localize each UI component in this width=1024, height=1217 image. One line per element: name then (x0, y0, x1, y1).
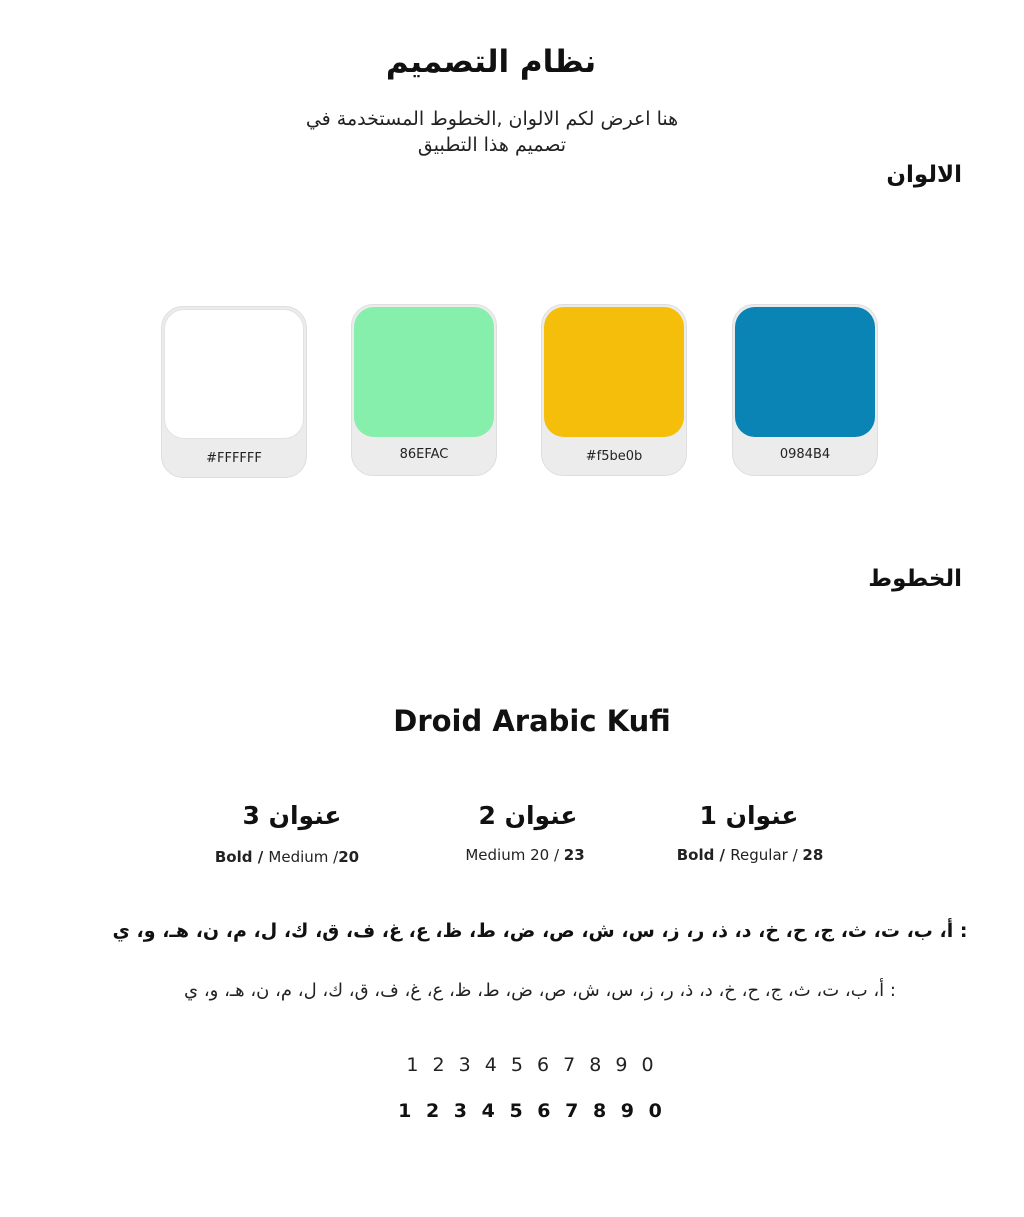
subtitle-line-1: هنا اعرض لكم الالوان ,الخطوط المستخدمة في (305, 108, 679, 130)
swatch-chip (735, 307, 875, 437)
colors-heading: الالوان (886, 162, 962, 188)
swatch-chip (164, 309, 304, 439)
spec-size: 20 (338, 848, 360, 866)
swatch-green (351, 304, 497, 476)
swatch-chip (544, 307, 684, 437)
alphabet-regular: : أ، ب، ت، ث، ج، ح، خ، د، ذ، ر، ز، س، ش، ص، ض، ط، ظ، ع، غ، ف، ق، ك، ل، م، ن، هـ، و، ي (184, 980, 896, 1001)
swatch-white (161, 306, 307, 478)
numbers-regular: 1 2 3 4 5 6 7 8 9 0 (406, 1054, 658, 1076)
swatch-hex-label: #f5be0b (585, 449, 643, 464)
subtitle-line-2: تصميم هذا التطبيق (417, 134, 567, 156)
swatch-blue (732, 304, 878, 476)
alphabet-bold: : أ، ب، ت، ث، ج، ح، خ، د، ذ، ر، ز، س، ش، ص، ض، ط، ظ، ع، غ، ف، ق، ك، ل، م، ن، هـ، و، ي (112, 920, 968, 942)
heading-3-sample: عنوان 3 (242, 801, 342, 830)
spec-size: 23 (563, 846, 585, 864)
spec-style: Medium 20 / (465, 846, 564, 864)
heading-3-spec (167, 848, 407, 866)
font-family-name: Droid Arabic Kufi (393, 704, 671, 738)
heading-1-spec (630, 846, 870, 864)
fonts-heading: الخطوط (868, 566, 962, 592)
spec-weight: Bold / (214, 848, 269, 866)
swatch-hex-label: 0984B4 (779, 447, 831, 462)
swatch-chip (354, 307, 494, 437)
swatch-yellow (541, 304, 687, 476)
spec-size: 28 (802, 846, 824, 864)
swatch-hex-label: #FFFFFF (206, 451, 262, 466)
heading-2-spec (405, 846, 645, 864)
numbers-bold: 1 2 3 4 5 6 7 8 9 0 (398, 1100, 666, 1122)
page-subtitle (262, 106, 722, 158)
page-title: نظام التصميم (385, 44, 597, 80)
heading-1-sample: عنوان 1 (699, 801, 799, 830)
spec-style: Regular / (730, 846, 803, 864)
spec-weight: Bold / (676, 846, 731, 864)
heading-2-sample: عنوان 2 (478, 801, 578, 830)
spec-style: Medium / (268, 848, 339, 866)
swatch-hex-label: 86EFAC (399, 447, 449, 462)
